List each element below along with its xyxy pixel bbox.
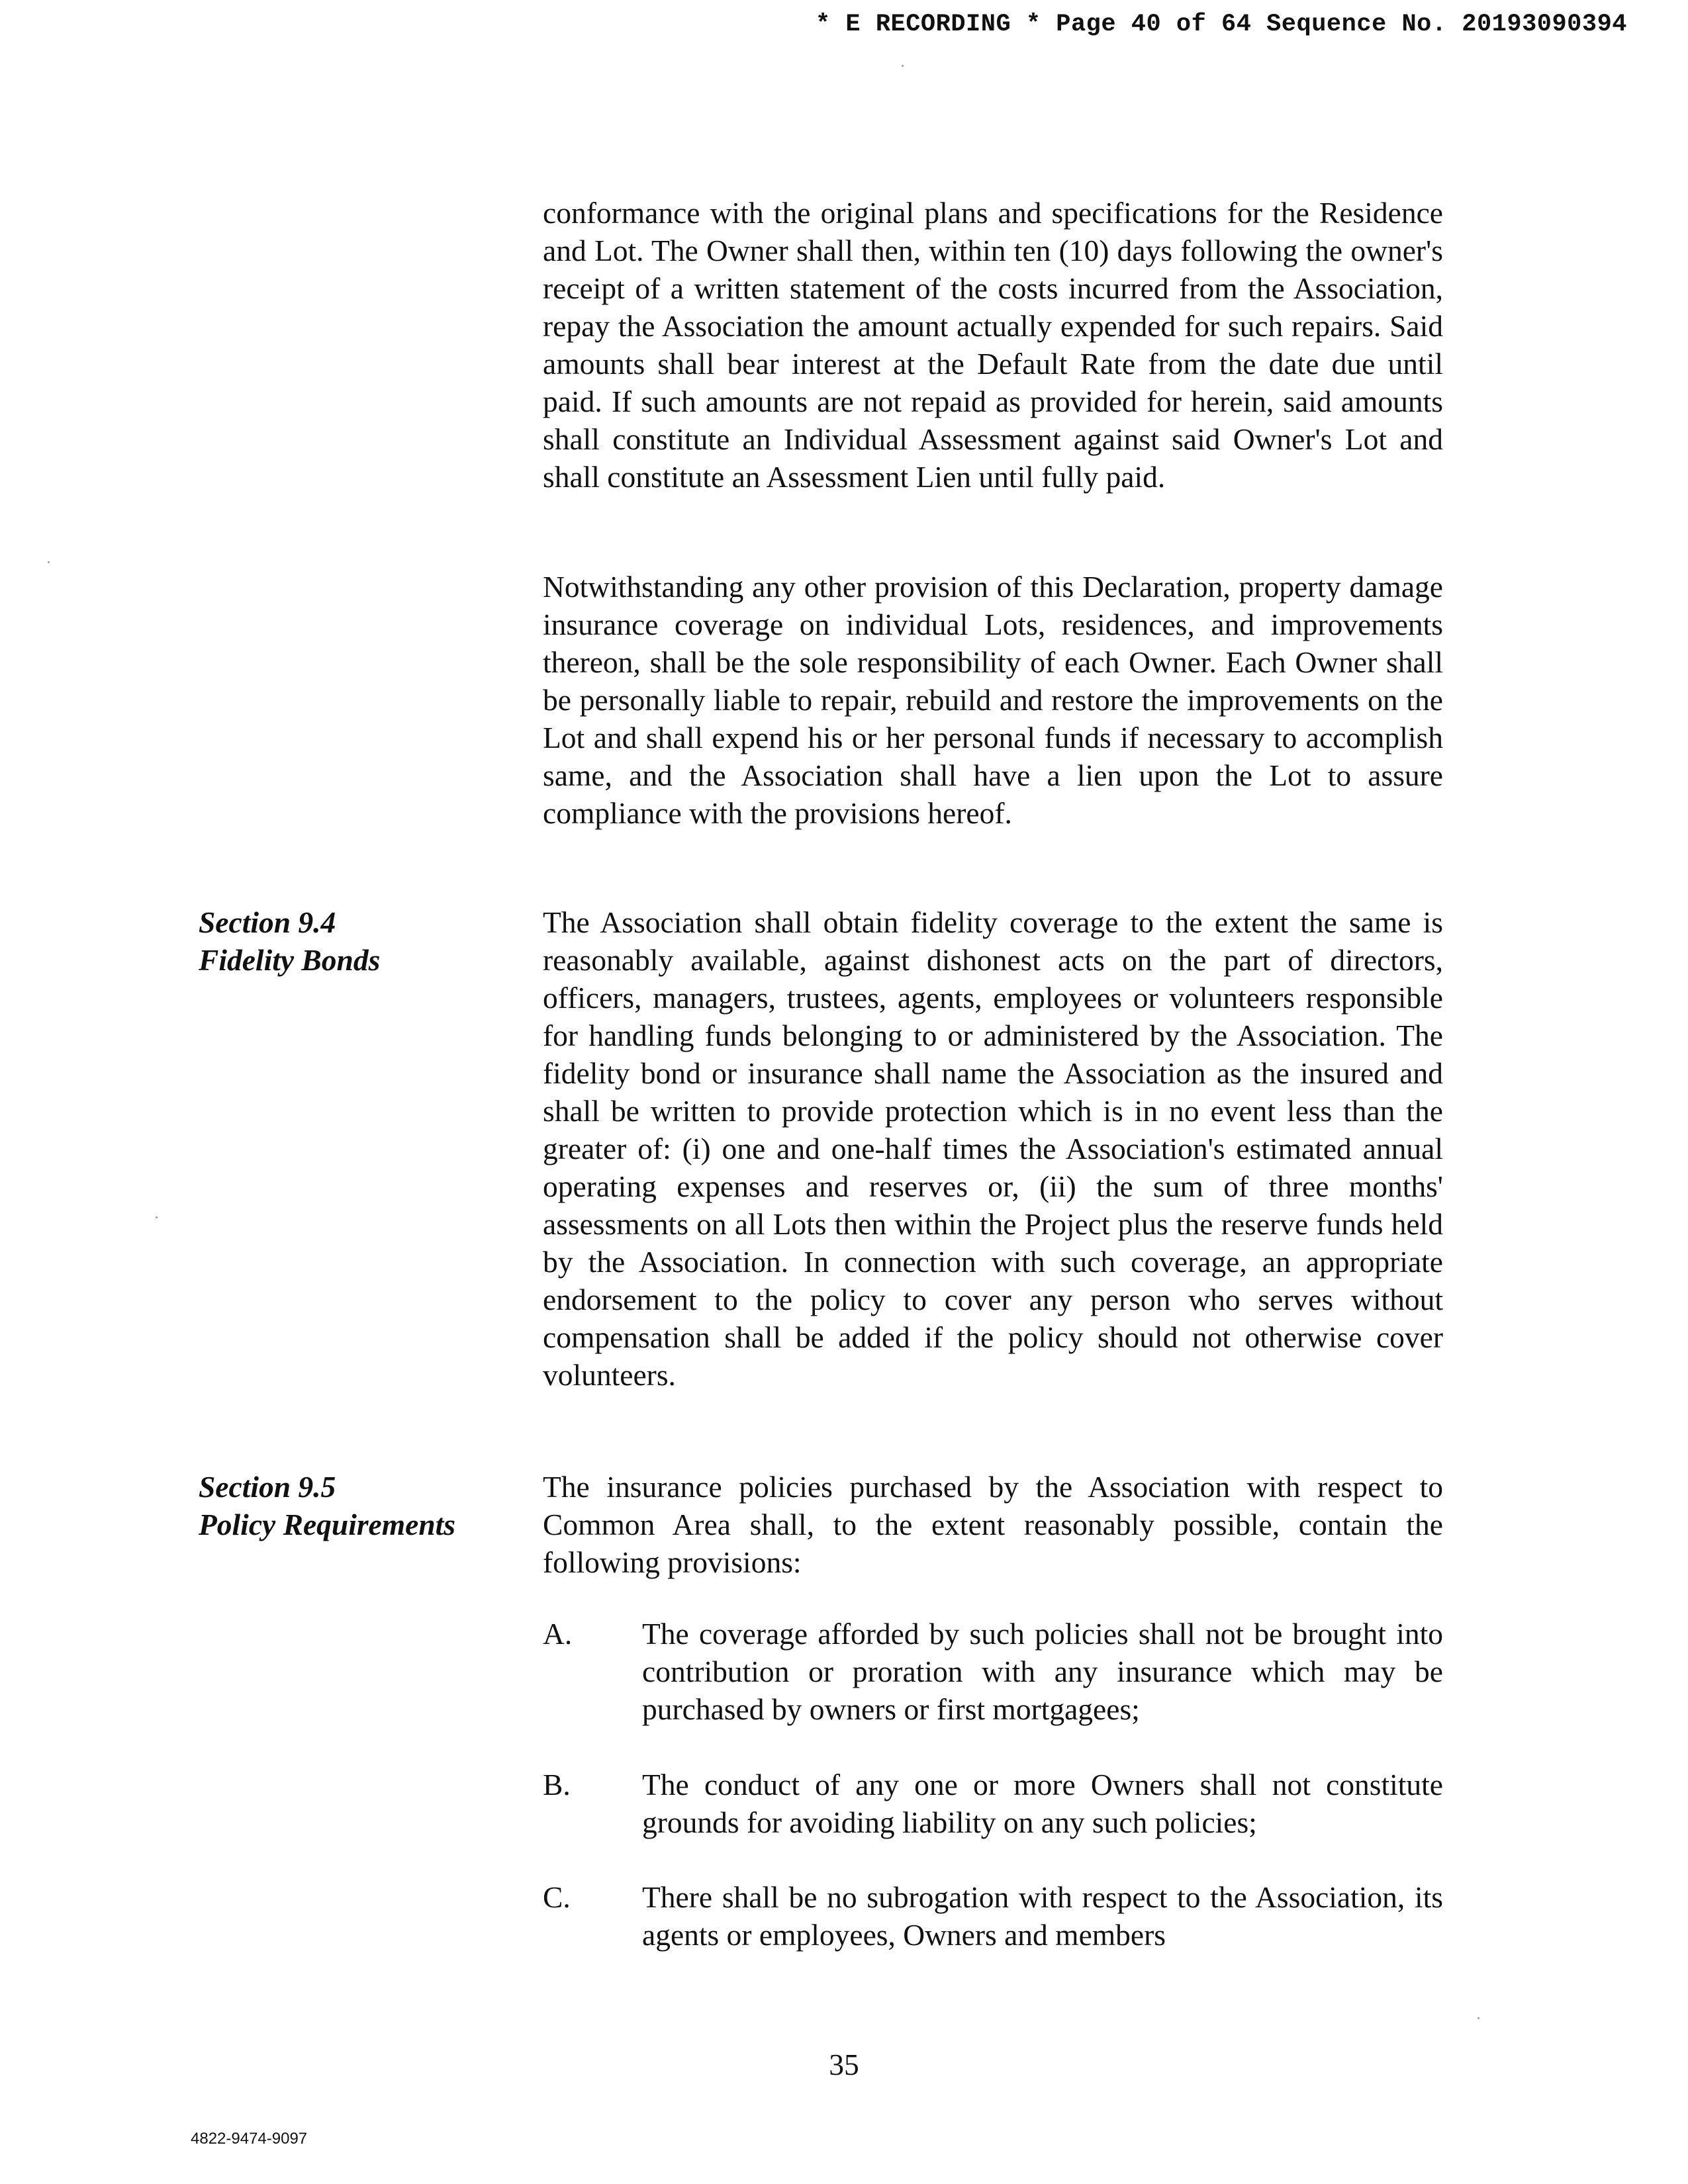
scan-speck bbox=[156, 1216, 158, 1218]
list-item-letter: B. bbox=[543, 1768, 571, 1801]
list-item-letter: C. bbox=[543, 1880, 571, 1914]
list-item-text: The conduct of any one or more Owners shall not constitute grounds for avoiding liability on any such policies; bbox=[642, 1768, 1443, 1839]
section-title: Policy Requirements bbox=[199, 1508, 455, 1541]
paragraph-repair-conformance: conformance with the original plans and specifications for the Residence and Lot. The Owner shall then, within ten (10) days following the owner's receipt of a written statement of the costs incurred from the Association, repay the Association the amount actually expended for such repairs. Said amounts shall bear interest at the Default Rate from the date due until paid. If such amounts are not repaid as provided for herein, said amounts shall constitute an Individual Assessment against said Owner's Lot and shall constitute an Assessment Lien until fully paid. bbox=[543, 196, 1443, 494]
scan-speck bbox=[902, 65, 904, 67]
section-number: Section 9.4 bbox=[199, 905, 336, 939]
page-number: 35 bbox=[829, 2048, 859, 2081]
list-item-text: The coverage afforded by such policies shall not be brought into contribution or proration with any insurance which may be purchased by owners or first mortgagees; bbox=[642, 1617, 1443, 1726]
section-9-5-text: The insurance policies purchased by the Association with respect to Common Area shall, to the extent reasonably possible, contain the following provisions: bbox=[543, 1470, 1443, 1579]
scan-speck bbox=[48, 561, 50, 563]
section-number: Section 9.5 bbox=[199, 1470, 336, 1504]
list-item-text: There shall be no subrogation with respect to the Association, its agents or employees, Owners and members bbox=[642, 1880, 1443, 1952]
section-9-4-text: The Association shall obtain fidelity coverage to the extent the same is reasonably available, against dishonest acts on the part of directors, officers, managers, trustees, agents, employees or volunteers responsible for handling funds belonging to or administered by the Association. The fidelity bond or insurance shall name the Association as the insured and shall be written to provide protection which is in no event less than the greater of: (i) one and one-half times the Association's estimated annual operating expenses and reserves or, (ii) the sum of three months' assessments on all Lots then within the Project plus the reserve funds held by the Association. In connection with such coverage, an appropriate endorsement to the policy to cover any person who serves without compensation shall be added if the policy should not otherwise cover volunteers. bbox=[543, 905, 1443, 1392]
scan-speck bbox=[1477, 2017, 1479, 2019]
list-item-letter: A. bbox=[543, 1617, 573, 1651]
section-9-4-heading bbox=[199, 903, 516, 979]
document-id: 4822-9474-9097 bbox=[191, 2130, 308, 2148]
recording-header: * E RECORDING * Page 40 of 64 Sequence No. 20193090394 bbox=[816, 11, 1627, 38]
paragraph-property-damage-insurance: Notwithstanding any other provision of this Declaration, property damage insurance coverage on individual Lots, residences, and improvements thereon, shall be the sole responsibility of each Owner. Each Owner shall be personally liable to repair, rebuild and restore the improvements on the Lot and shall expend his or her personal funds if necessary to accomplish same, and the Association shall have a lien upon the Lot to assure compliance with the provisions hereof. bbox=[543, 570, 1443, 830]
section-9-5-heading bbox=[199, 1468, 516, 1543]
section-title: Fidelity Bonds bbox=[199, 943, 381, 977]
